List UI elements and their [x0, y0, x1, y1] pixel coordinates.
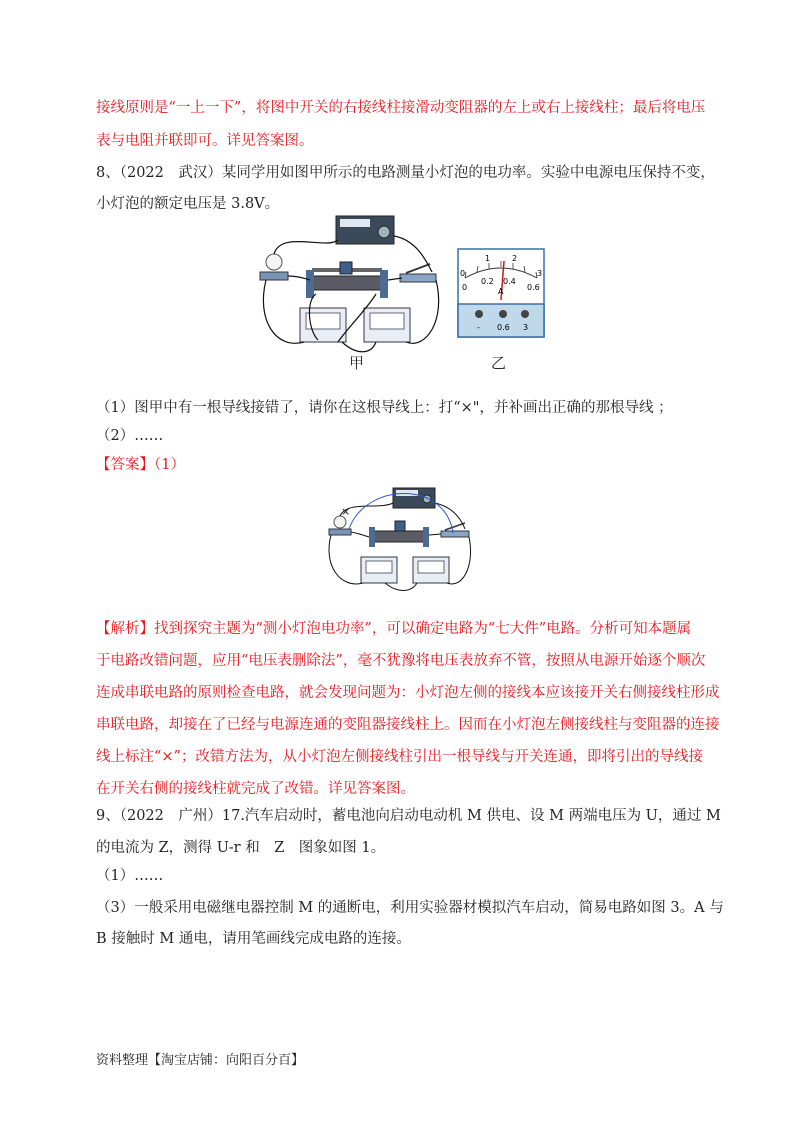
q8-stem-line-1: 8、（2022 武汉）某同学用如图甲所示的电路测量小灯泡的电功率。实验中电源电压保持不变， [96, 165, 715, 181]
tick-bottom-0: 0 [462, 283, 468, 292]
analysis-line-3: 连成串联电路的原则检查电路，就会发现问题为：小灯泡左侧的接线本应该接开关右侧接线柱形成 [96, 685, 720, 701]
q9-stem-line-2: 的电流为 Z，测得 U-r 和 Z 图象如图 1。 [96, 840, 386, 856]
terminal-3 [521, 310, 529, 318]
figure-jia-caption: 甲 [349, 354, 365, 372]
terminal-label-3: 3 [523, 323, 529, 332]
circuit-figure-jia [256, 210, 446, 358]
rheostat [312, 276, 382, 290]
explanation-line-1: 接线原则是“一上一下”，将图中开关的右接线柱接滑动变阻器的左上或右上接线柱；最后将电压 [96, 100, 706, 116]
terminal-label-negative: - [477, 323, 480, 332]
q9-sub1: （1）…… [96, 868, 164, 884]
terminal-0-6 [499, 310, 507, 318]
analysis-line-1 [96, 619, 691, 639]
tick-bottom-1: 0.2 [481, 277, 494, 286]
q8-answer-label: 【答案】（1） [96, 457, 185, 473]
analysis-label: 【解析】 [96, 621, 154, 637]
terminal-label-0-6: 0.6 [497, 323, 510, 332]
analysis-line-6: 在开关右侧的接线柱就完成了改错。详见答案图。 [96, 781, 415, 797]
cross-mark: × [341, 505, 351, 518]
tick-bottom-2: 0.4 [503, 277, 516, 286]
bulb-icon [266, 254, 282, 270]
ammeter-dial-figure [457, 248, 545, 338]
tick-top-1: 1 [485, 254, 491, 263]
analysis-line-5: 线上标注“×”；改错方法为，从小灯泡左侧接线柱引出一根导线与开关连通，即将引出的导线接 [96, 749, 703, 765]
analysis-line-2: 于电路改错问题，应用“电压表删除法”，毫不犹豫将电压表放弃不管，按照从电源开始逐个顺次 [96, 653, 706, 669]
q8-sub1: （1）图甲中有一根导线接错了，请你在这根导线上：打“×"，并补画出正确的那根导线 ； [96, 400, 673, 416]
tick-top-0: 0 [460, 269, 466, 278]
rheostat [373, 531, 425, 542]
q9-sub3-line-1: （3）一般采用电磁继电器控制 M 的通断电，利用实验器材模拟汽车启动，简易电路如图 3。A 与 [96, 900, 724, 916]
q9-sub3-line-2: B 接触时 M 通电，请用笔画线完成电路的连接。 [96, 931, 411, 947]
explanation-line-2: 表与电阻并联即可。详见答案图。 [96, 133, 314, 149]
tick-bottom-3: 0.6 [527, 283, 540, 292]
terminal-negative [475, 310, 483, 318]
dial-unit: A [498, 287, 504, 296]
q8-sub2: （2）…… [96, 428, 164, 444]
figure-yi-caption: 乙 [491, 354, 507, 372]
analysis-line-4: 串联电路，却接在了已经与电源连通的变阻器接线柱上。因而在小灯泡左侧接线柱与变阻器的连接 [96, 717, 720, 733]
q8-stem-line-2: 小灯泡的额定电压是 3.8V。 [96, 196, 280, 212]
tick-top-2: 2 [512, 254, 518, 263]
tick-top-3: 3 [537, 269, 543, 278]
page-footer: 资料整理【淘宝店铺：向阳百分百】 [96, 1053, 305, 1068]
analysis-text-1: 找到探究主题为“测小灯泡电功率”，可以确定电路为“七大件”电路。分析可知本题属 [154, 621, 692, 637]
q9-stem-line-1: 9、（2022 广州）17.汽车启动时，蓄电池向启动电动机 M 供电、设 M 两端电压为 U，通过 M [96, 808, 721, 824]
answer-circuit-figure [325, 485, 475, 600]
